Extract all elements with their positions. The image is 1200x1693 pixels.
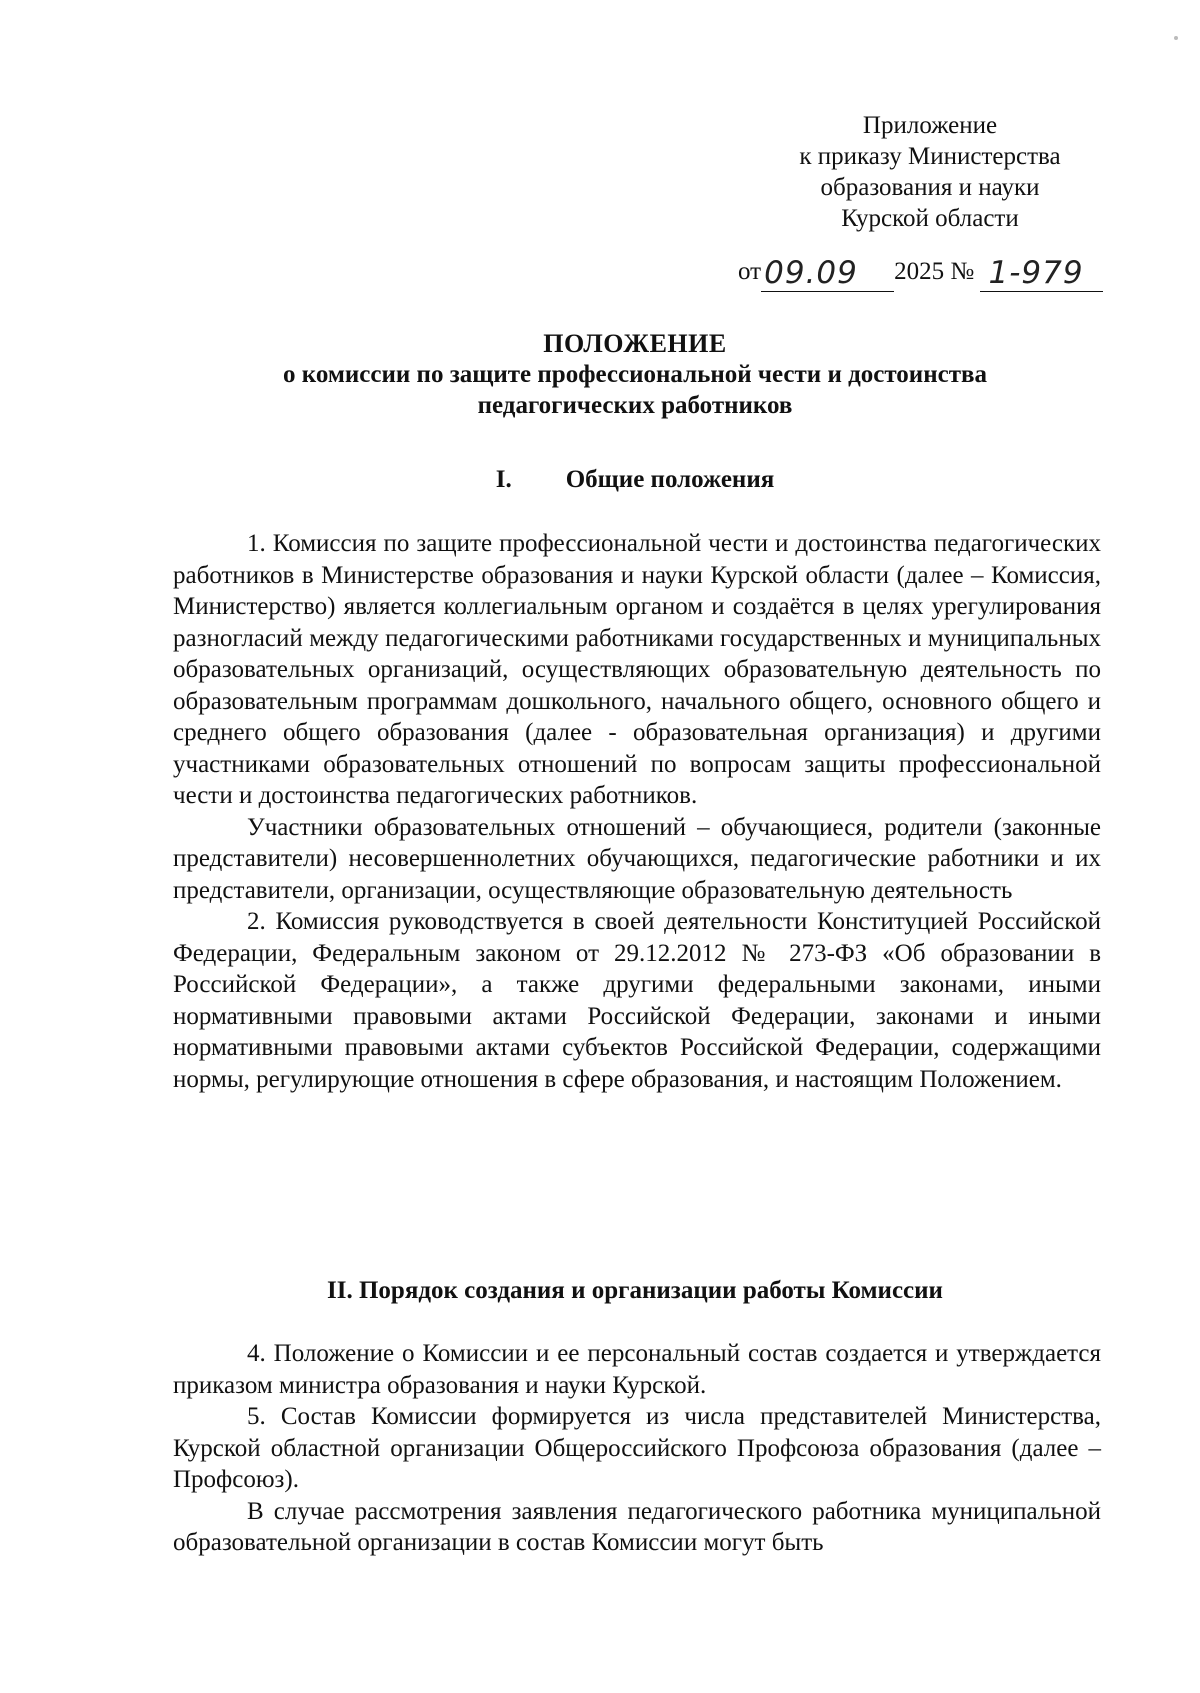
scan-mark <box>1174 36 1178 40</box>
annex-line-2: к приказу Министерства <box>799 143 1061 170</box>
paragraph: В случае рассмотрения заявления педагогического работника муниципальной образовательной организации в состав Комиссии могут быть <box>173 1497 1101 1556</box>
annex-header <box>760 110 1100 234</box>
title-main: ПОЛОЖЕНИЕ <box>543 329 727 358</box>
order-number: 1-979 <box>980 255 1103 292</box>
paragraph: Участники образовательных отношений – обучающиеся, родители (законные представители) несовершеннолетних обучающихся, педагогические работники и их представители, организации, осуществляющие образовательную деятельность <box>173 813 1101 904</box>
document-title <box>170 328 1100 421</box>
annex-line-3: образования и науки <box>820 174 1040 201</box>
order-from-label: от <box>738 258 762 285</box>
order-year-label: 2025 № <box>894 258 975 285</box>
section-2-heading <box>170 1275 1100 1306</box>
annex-line-4: Курской области <box>841 205 1019 232</box>
annex-line-1: Приложение <box>862 112 998 139</box>
paragraph: 2. Комиссия руководствуется в своей деятельности Конституцией Российской Федерации, Федеральным законом от 29.12.2012 № 273-ФЗ «Об образовании в Российской Федерации», а также другими федеральными законами, иными нормативными правовыми актами Российской Федерации, законами и иными нормативными правовыми актами субъектов Российской Федерации, содержащими нормы, регулирующие отношения в сфере образования, и настоящим Положением. <box>173 908 1101 1093</box>
section-2-title: II. Порядок создания и организации работы Комиссии <box>327 1277 943 1304</box>
paragraph: 4. Положение о Комиссии и ее персональный состав создается и утверждается приказом министра образования и науки Курской. <box>173 1340 1101 1399</box>
section-1-body <box>173 528 1101 1095</box>
section-1-title: Общие положения <box>565 466 775 493</box>
section-2-body <box>173 1338 1101 1559</box>
title-sub-2: педагогических работников <box>477 392 793 419</box>
order-date: 09.09 <box>761 255 894 292</box>
paragraph: 5. Состав Комиссии формируется из числа представителей Министерства, Курской областной организации Общероссийского Профсоюза образования (далее – Профсоюз). <box>173 1403 1101 1493</box>
order-reference <box>738 252 1103 292</box>
section-1-heading <box>170 464 1100 495</box>
title-sub-1: о комиссии по защите профессиональной чести и достоинства <box>283 361 987 388</box>
paragraph: 1. Комиссия по защите профессиональной чести и достоинства педагогических работников в Министерстве образования и науки Курской области (далее – Комиссия, Министерство) является коллегиальным органом и создаётся в целях урегулирования разногласий между педагогическими работниками государственных и муниципальных образовательных организаций, осуществляющих образовательную деятельность по образовательным программам дошкольного, начального общего, основного общего и среднего общего образования (далее - образовательная организация) и другими участниками образовательных отношений по вопросам защиты профессиональной чести и достоинства педагогических работников. <box>173 530 1101 809</box>
section-1-numeral: I. <box>495 466 512 493</box>
